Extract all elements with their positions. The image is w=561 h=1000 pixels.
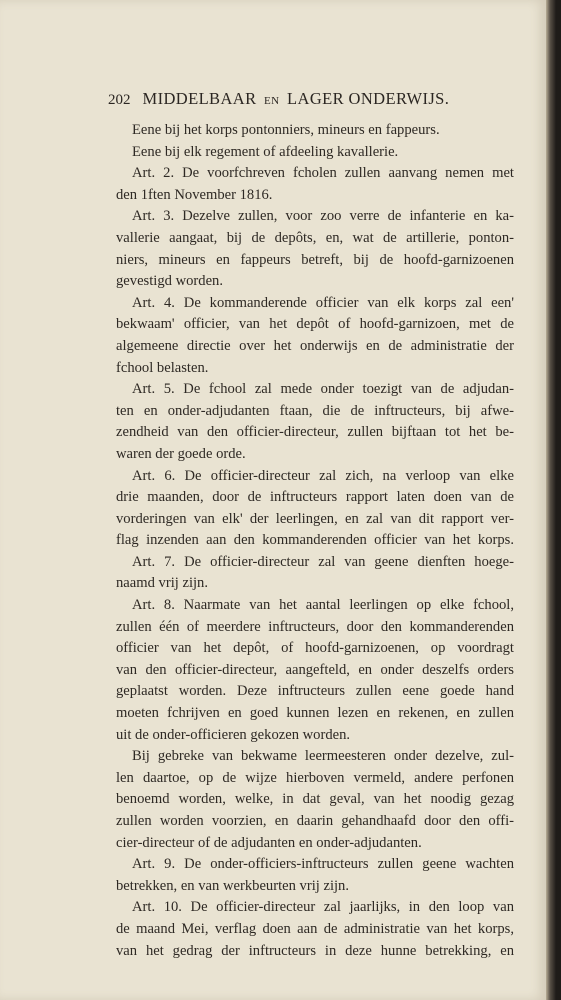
text-line: algemeene directie over het onderwijs en de administratie der xyxy=(116,337,514,354)
text-line: zendheid van den officier-directeur, zullen bijftaan tot het be- xyxy=(116,424,514,441)
text-line: len daartoe, op de wijze hierboven vermeld, andere perfonen xyxy=(116,769,514,786)
text-line: vallerie aangaat, bij de depôts, en, wat de artillerie, ponton- xyxy=(116,229,514,246)
text-line: Art. 4. De kommanderende officier van elk korps zal een' xyxy=(132,294,514,311)
text-line: Art. 8. Naarmate van het aantal leerlingen op elke fchool, xyxy=(132,597,514,614)
text-line: moeten fchrijven en goed kunnen lezen en rekenen, en zullen xyxy=(116,705,514,722)
text-line: Eene bij elk regement of afdeeling kavallerie. xyxy=(132,143,399,160)
text-line: zullen worden voorzien, en daarin gehandhaafd door den offi- xyxy=(116,813,514,829)
text-line: drie maanden, door de inftructeurs rapport laten doen van de xyxy=(116,489,514,506)
text-line: uit de onder-officieren gekozen worden. xyxy=(116,726,351,743)
running-header xyxy=(108,89,488,109)
text-line: geplaatst worden. Deze inftructeurs zullen eene goede hand xyxy=(116,683,514,700)
running-title xyxy=(143,89,450,109)
text-line: benoemd worden, welke, in dat geval, van het noodig gezag xyxy=(116,791,514,808)
text-line: vorderingen van elk' der leerlingen, en zal van dit rapport ver- xyxy=(116,510,514,527)
text-line: officier van het depôt, of hoofd-garnizoenen, op voordragt xyxy=(116,640,514,657)
text-line: betrekken, en van werkbeurten vrij zijn. xyxy=(116,877,350,894)
text-line: Art. 7. De officier-directeur zal van geene dienften hoege- xyxy=(132,553,514,570)
text-line: Art. 5. De fchool zal mede onder toezigt van de adjudan- xyxy=(132,381,514,398)
text-line: gevestigd worden. xyxy=(116,273,223,290)
text-line: van den officier-directeur, aangefteld, en onder deszelfs orders xyxy=(116,661,514,678)
text-line: waren der goede orde. xyxy=(116,445,246,462)
text-line: Bij gebreke van bekwame leermeesteren onder dezelve, zul- xyxy=(132,748,514,765)
text-line: ten en onder-adjudanten ftaan, die de inftructeurs, bij afwe- xyxy=(116,402,514,419)
text-line: de maand Mei, verflag doen aan de administratie van het korps, xyxy=(116,920,514,937)
body-text xyxy=(116,120,514,962)
text-line: Eene bij het korps pontonniers, mineurs en fappeurs. xyxy=(132,122,440,138)
text-line: Art. 10. De officier-directeur zal jaarlijks, in den loop van xyxy=(132,899,514,916)
text-line: den 1ften November 1816. xyxy=(116,186,273,203)
text-line: Art. 6. De officier-directeur zal zich, na verloop van elke xyxy=(132,467,514,484)
running-title-part1: MIDDELBAAR xyxy=(142,89,257,108)
running-title-part2: LAGER ONDERWIJS. xyxy=(287,89,450,108)
running-title-connector: EN xyxy=(264,95,280,107)
text-line: niers, mineurs en fappeurs betreft, bij de hoofd-garnizoenen xyxy=(116,251,514,268)
page-number: 202 xyxy=(108,92,131,108)
text-line: flag inzenden aan den kommanderenden officier van het korps. xyxy=(116,532,514,549)
text-line: fchool belasten. xyxy=(116,359,209,376)
text-line: Art. 9. De onder-officiers-inftructeurs zullen geene wachten xyxy=(132,856,514,873)
page-edge-shadow xyxy=(546,0,561,1000)
text-line: Art. 2. De voorfchreven fcholen zullen aanvang nemen met xyxy=(132,165,514,182)
text-line: cier-directeur of de adjudanten en onder-adjudanten. xyxy=(116,834,422,851)
text-line: bekwaam' officier, van het depôt of hoofd-garnizoen, met de xyxy=(116,316,514,333)
text-line: Art. 3. Dezelve zullen, voor zoo verre de infanterie en ka- xyxy=(132,208,514,225)
text-line: zullen één of meerdere inftructeurs, door den kommanderenden xyxy=(116,618,514,635)
text-line: naamd vrij zijn. xyxy=(116,575,208,592)
text-line: van het gedrag der inftructeurs in deze hunne betrekking, en xyxy=(116,942,514,959)
